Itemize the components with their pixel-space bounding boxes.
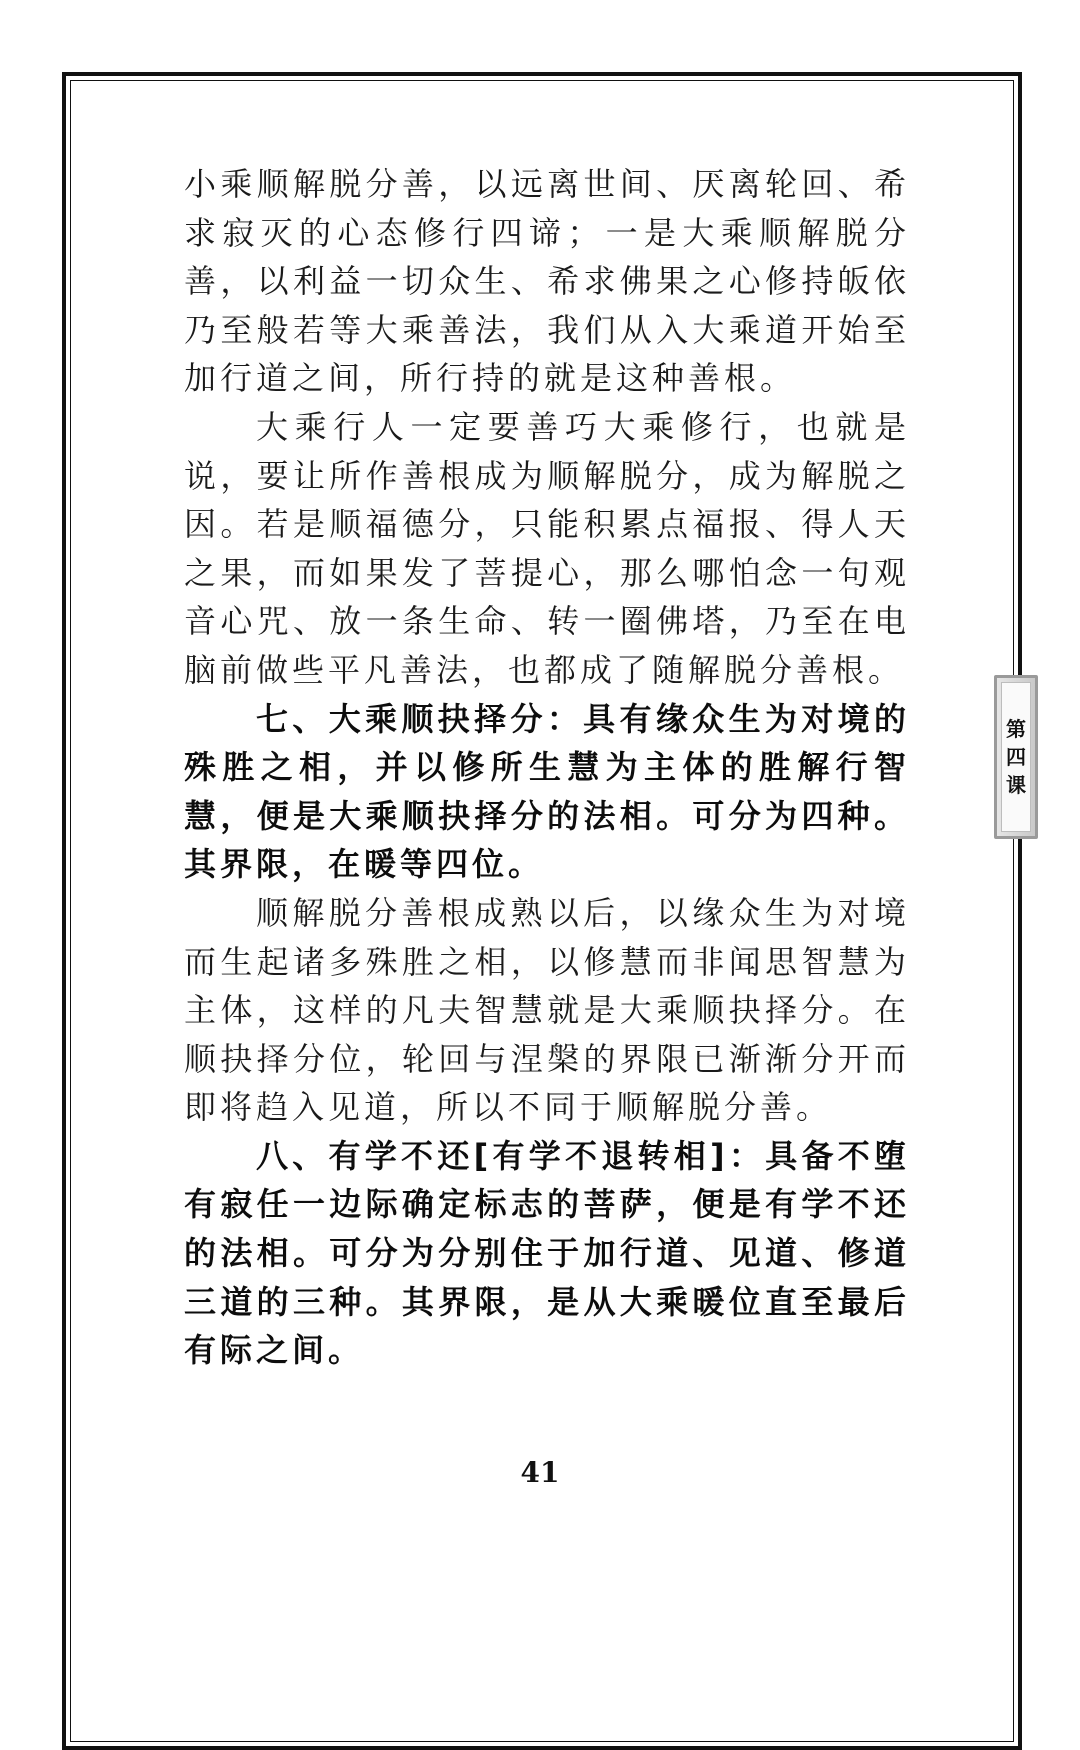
page-number: 41 <box>520 1456 560 1489</box>
page-content <box>184 160 910 1375</box>
chapter-side-tab <box>994 675 1038 839</box>
verse-heading-7: 七、大乘顺抉择分：具有缘众生为对境的殊胜之相，并以修所生慧为主体的胜解行智慧，便是大乘顺抉择分的法相。可分为四种。其界限，在暖等四位。 <box>184 699 910 884</box>
chapter-side-tab-inner <box>1001 682 1031 832</box>
paragraph-3: 顺解脱分善根成熟以后，以缘众生为对境而生起诸多殊胜之相，以修慧而非闻思智慧为主体，这样的凡夫智慧就是大乘顺抉择分。在顺抉择分位，轮回与涅槃的界限已渐渐分开而即将趋入见道，所以不同于顺解脱分善。 <box>184 893 910 1127</box>
paragraph-2: 大乘行人一定要善巧大乘修行，也就是说，要让所作善根成为顺解脱分，成为解脱之因。若是顺福德分，只能积累点福报、得人天之果，而如果发了菩提心，那么哪怕念一句观音心咒、放一条生命、转一圈佛塔，乃至在电脑前做些平凡善法，也都成了随解脱分善根。 <box>184 407 910 689</box>
chapter-label: 第四课 <box>1006 717 1026 797</box>
verse-heading-8: 八、有学不还[有学不退转相]：具备不堕有寂任一边际确定标志的菩萨，便是有学不还的法相。可分为分别住于加行道、见道、修道三道的三种。其界限，是从大乘暖位直至最后有际之间。 <box>184 1136 910 1370</box>
paragraph-1: 小乘顺解脱分善，以远离世间、厌离轮回、希求寂灭的心态修行四谛；一是大乘顺解脱分善，以利益一切众生、希求佛果之心修持皈依乃至般若等大乘善法，我们从入大乘道开始至加行道之间，所行持的就是这种善根。 <box>184 165 910 398</box>
